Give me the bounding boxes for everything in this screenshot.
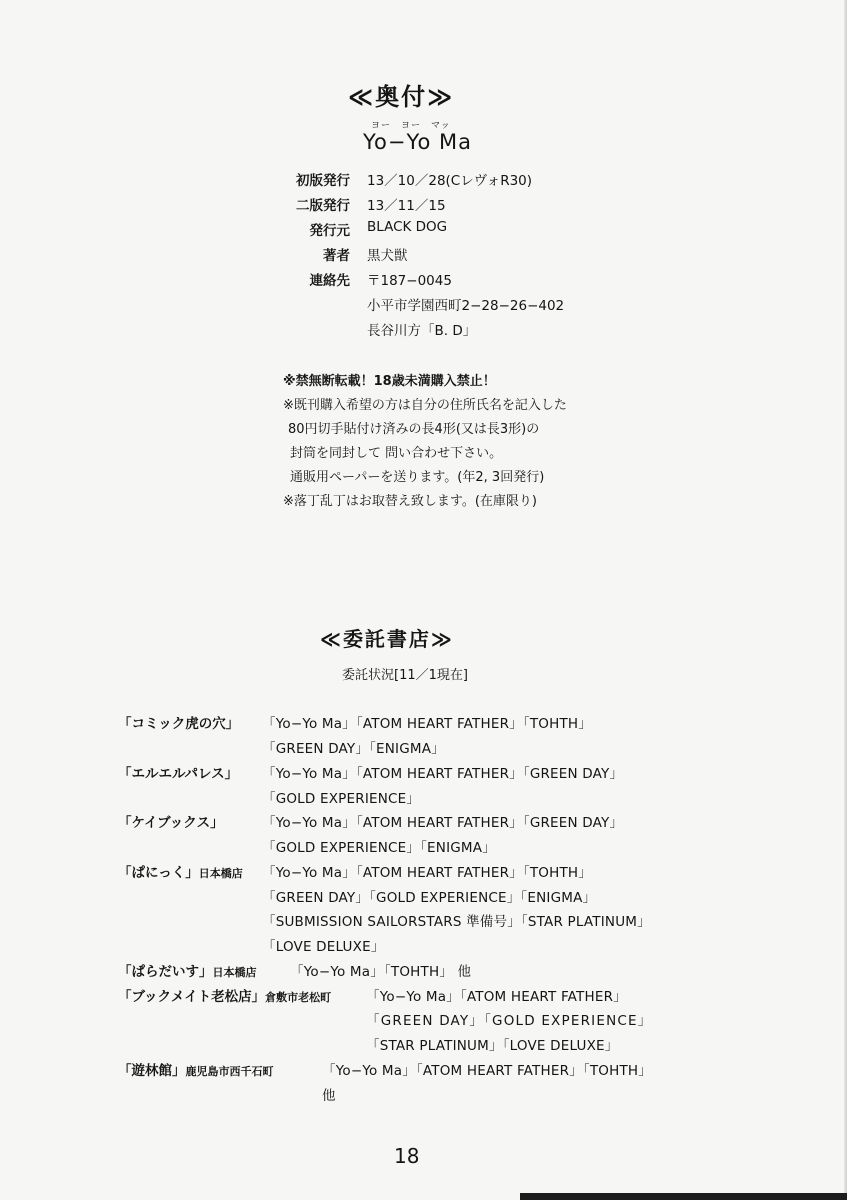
shop-titles-line: 「GOLD EXPERIENCE」「ENIGMA」: [262, 840, 496, 856]
info-row-first-print-label: [240, 169, 350, 189]
note-line: ※既刊購入希望の方は自分の住所氏名を記入した: [283, 398, 567, 413]
book-title: Yo−Yo Ma: [363, 130, 473, 154]
author-label: 著者: [323, 248, 350, 264]
shop-titles-line: 「Yo−Yo Ma」「ATOM HEART FATHER」「GREEN DAY」: [262, 815, 624, 831]
info-row-author-label: [240, 244, 350, 264]
shop-branch: 倉敷市老松町: [265, 991, 332, 1004]
page-number: 18: [394, 1144, 420, 1168]
shop-titles-line: 「GREEN DAY」「GOLD EXPERIENCE」「ENIGMA」: [262, 890, 597, 906]
note-line: ※禁無断転載！18歳未満購入禁止！: [283, 374, 496, 389]
first-print-label: 初版発行: [296, 173, 350, 189]
shop-name-with-branch: [118, 960, 257, 980]
shop-titles-line: 「Yo−Yo Ma」「ATOM HEART FATHER」「TOHTH」: [262, 865, 592, 881]
scan-edge-bar: [520, 1193, 847, 1200]
publisher-label: 発行元: [309, 223, 350, 239]
title-ruby: ヨー ヨー マッ: [371, 121, 451, 131]
colophon-heading: ≪奥付≫: [348, 83, 455, 111]
shop-titles-line: 「GREEN DAY」「ENIGMA」: [262, 741, 445, 757]
shop-titles-line: 「Yo−Yo Ma」「ATOM HEART FATHER」「GREEN DAY」: [262, 766, 624, 782]
shop-name: 「ブックメイト老松店」: [118, 989, 266, 1005]
shop-name: 「ぱらだいす」: [118, 964, 213, 980]
contact-address-line1: 小平市学園西町2−28−26−402: [367, 298, 565, 314]
shop-branch: 鹿児島市西千石町: [185, 1065, 274, 1078]
shop-name-with-branch: [118, 861, 243, 881]
publisher-value: BLACK DOG: [367, 219, 448, 235]
shop-titles-line: 「Yo−Yo Ma」「ATOM HEART FATHER」「TOHTH」: [262, 716, 592, 732]
info-row-contact-label: [240, 269, 350, 289]
shop-name: 「ぱにっく」: [118, 865, 199, 881]
shop-name-with-branch: [118, 985, 331, 1005]
first-print-value: 13／10／28(CレヴォR30): [367, 173, 533, 189]
shop-branch: 日本橋店: [198, 867, 243, 880]
shop-name-with-branch: [118, 1059, 274, 1079]
note-line: 封筒を同封して 問い合わせ下さい。: [290, 446, 503, 461]
shop-titles-line: 「STAR PLATINUM」「LOVE DELUXE」: [366, 1038, 619, 1054]
second-print-label: 二版発行: [296, 198, 350, 214]
contact-postal-code: 〒187−0045: [367, 273, 452, 289]
second-print-value: 13／11／15: [367, 198, 446, 214]
shop-name: 「コミック虎の穴」: [118, 716, 240, 732]
shop-titles-line: 「GREEN DAY」「GOLD EXPERIENCE」: [366, 1013, 653, 1029]
contact-label: 連絡先: [309, 273, 350, 289]
info-row-second-print-label: [240, 194, 350, 214]
contact-address-line2: 長谷川方「B. D」: [367, 323, 477, 339]
shop-titles-line: 「Yo−Yo Ma」「ATOM HEART FATHER」: [366, 989, 627, 1005]
note-line: ※落丁乱丁はお取替え致します。(在庫限り): [283, 494, 537, 509]
shop-branch: 日本橋店: [212, 966, 257, 979]
author-value: 黒犬獣: [367, 248, 408, 264]
shop-name: 「遊林館」: [118, 1063, 186, 1079]
note-line: 80円切手貼付け済みの長4形(又は長3形)の: [288, 422, 540, 437]
shop-titles-line: 「Yo−Yo Ma」「ATOM HEART FATHER」「TOHTH」: [322, 1063, 652, 1079]
consignment-heading: ≪委託書店≫: [320, 627, 454, 651]
note-line: 通販用ペーパーを送ります。(年2, 3回発行): [290, 470, 545, 485]
shop-titles-line: 「GOLD EXPERIENCE」: [262, 791, 421, 807]
shop-name: 「ケイブックス」: [118, 815, 224, 831]
consignment-status: 委託状況[11／1現在]: [342, 668, 468, 683]
shop-titles-line: 「Yo−Yo Ma」「TOHTH」 他: [290, 964, 472, 980]
shop-titles-line: 他: [322, 1088, 336, 1104]
shop-name: 「エルエルパレス」: [118, 766, 239, 782]
shop-titles-line: 「SUBMISSION SAILORSTARS 準備号」「STAR PLATINUM」: [262, 914, 651, 930]
info-row-publisher-label: [240, 219, 350, 239]
shop-titles-line: 「LOVE DELUXE」: [262, 939, 385, 955]
